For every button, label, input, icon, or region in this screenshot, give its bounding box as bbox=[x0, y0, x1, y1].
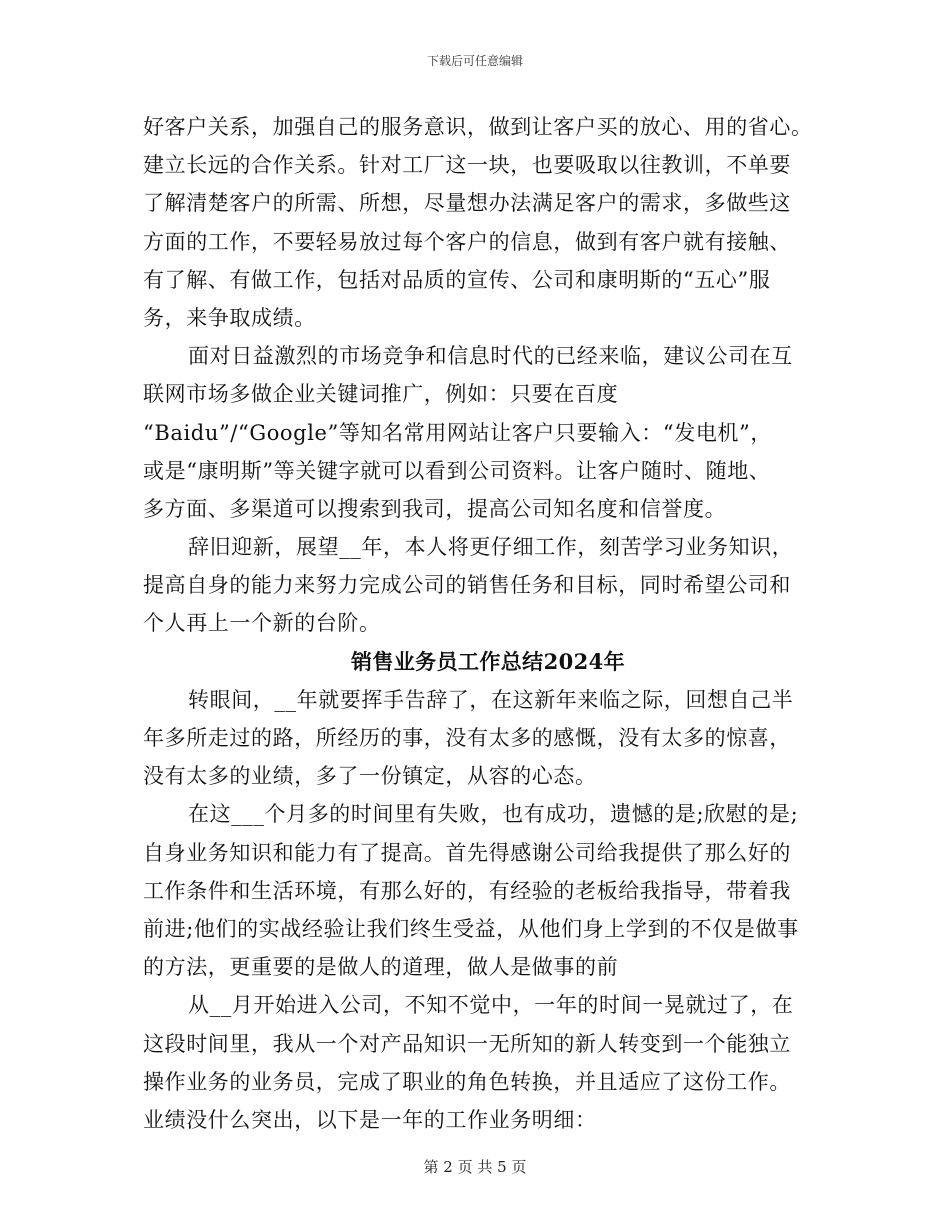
text-line: 个人再上一个新的台阶。 bbox=[143, 611, 381, 636]
text-line: 工作条件和生活环境，有那么好的，有经验的老板给我指导，带着我 bbox=[143, 878, 791, 903]
paragraph-start-line: 转眼间，__年就要挥手告辞了，在这新年来临之际，回想自己半 bbox=[188, 687, 794, 712]
text-line: 没有太多的业绩，多了一份镇定，从容的心态。 bbox=[143, 764, 597, 789]
text-line: “Baidu”/“Google”等知名常用网站让客户只要输入：“发电机”， bbox=[143, 420, 772, 445]
text-line: 联网市场多做企业关键词推广，例如：只要在百度 bbox=[143, 382, 619, 407]
section-title: 销售业务员工作总结2024年 bbox=[350, 648, 626, 674]
text-line: 建立长远的合作关系。针对工厂这一块，也要吸取以往教训，不单要 bbox=[143, 153, 791, 178]
page-header: 下载后可任意编辑 bbox=[426, 54, 523, 68]
text-line: 有了解、有做工作，包括对品质的宣传、公司和康明斯的“五心”服 bbox=[143, 267, 771, 292]
text-line: 年多所走过的路，所经历的事，没有太多的感慨，没有太多的惊喜， bbox=[143, 726, 791, 750]
paragraph-start-line: 辞旧迎新，展望__年，本人将更仔细工作，刻苦学习业务知识， bbox=[188, 535, 794, 560]
text-line: 或是“康明斯”等关键字就可以看到公司资料。让客户随时、随地、 bbox=[143, 458, 771, 483]
text-line: 好客户关系，加强自己的服务意识，做到让客户买的放心、用的省心。 bbox=[143, 115, 813, 139]
text-line: 务，来争取成绩。 bbox=[143, 305, 316, 330]
paragraph-start-line: 从__月开始进入公司，不知不觉中，一年的时间一晃就过了，在 bbox=[188, 993, 794, 1018]
text-line: 操作业务的业务员，完成了职业的角色转换，并且适应了这份工作。 bbox=[143, 1069, 791, 1094]
text-line: 了解清楚客户的所需、所想，尽量想办法满足客户的需求，多做些这 bbox=[143, 191, 791, 216]
text-line: 提高自身的能力来努力完成公司的销售任务和目标，同时希望公司和 bbox=[143, 573, 791, 598]
page-number-footer: 第 2 页 共 5 页 bbox=[423, 1158, 527, 1176]
document-body bbox=[143, 108, 823, 1139]
text-line: 这段时间里，我从一个对产品知识一无所知的新人转变到一个能独立 bbox=[143, 1031, 791, 1056]
text-line: 方面的工作，不要轻易放过每个客户的信息，做到有客户就有接触、 bbox=[143, 229, 791, 254]
text-line: 前进;他们的实战经验让我们终生受益，从他们身上学到的不仅是做事 bbox=[143, 916, 799, 941]
text-line: 多方面、多渠道可以搜索到我司，提高公司知名度和信誉度。 bbox=[143, 496, 727, 521]
paragraph-start-line: 面对日益激烈的市场竞争和信息时代的已经来临，建议公司在互 bbox=[188, 344, 793, 369]
text-line: 自身业务知识和能力有了提高。首先得感谢公司给我提供了那么好的 bbox=[143, 840, 791, 865]
text-line: 的方法，更重要的是做人的道理，做人是做事的前 bbox=[143, 955, 619, 980]
paragraph-start-line: 在这___个月多的时间里有失败，也有成功，遗憾的是;欣慰的是; bbox=[188, 802, 799, 827]
text-line: 业绩没什么突出，以下是一年的工作业务明细： bbox=[143, 1107, 597, 1132]
